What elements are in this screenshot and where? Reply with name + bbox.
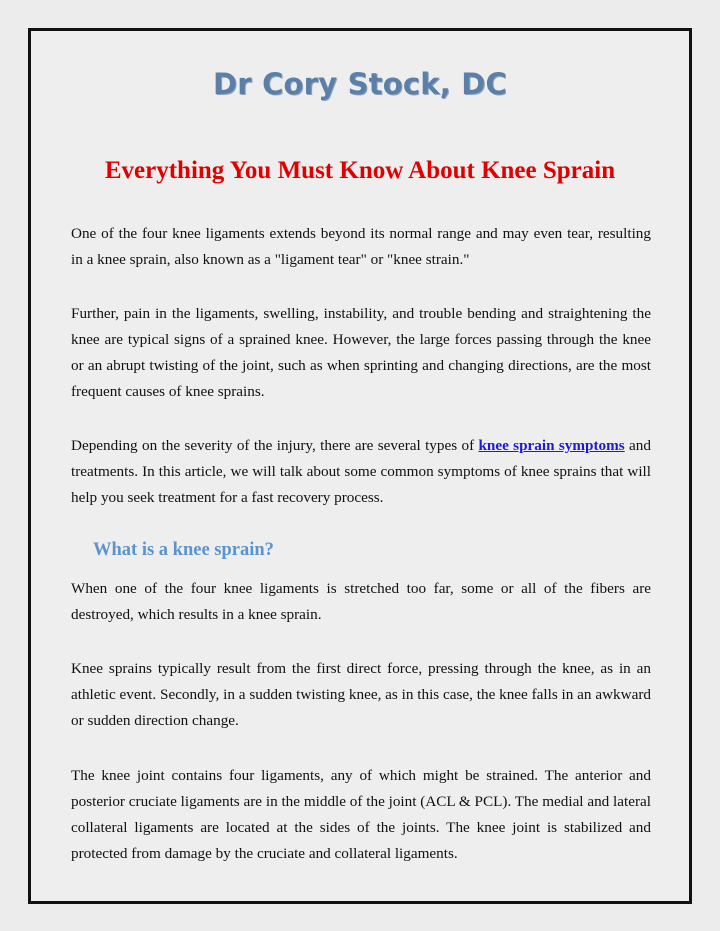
definition-paragraph: When one of the four knee ligaments is stretched too far, some or all of the fibers are destroyed, which results in a knee sprain.	[71, 580, 651, 623]
section-heading-what-is: What is a knee sprain?	[93, 540, 274, 560]
article-heading: Everything You Must Know About Knee Sprain	[104, 157, 616, 184]
types-paragraph-text-before: Depending on the severity of the injury, there are several types of	[71, 437, 479, 454]
types-paragraph	[71, 433, 651, 511]
document-page	[28, 28, 692, 904]
causes-paragraph: Knee sprains typically result from the first direct force, pressing through the knee, as in an athletic event. Secondly, in a sudden twisting knee, as in this case, the knee falls in an awkward or sudden direction change.	[71, 660, 651, 729]
ligaments-paragraph: The knee joint contains four ligaments, any of which might be strained. The anterior and posterior cruciate ligaments are in the middle of the joint (ACL & PCL). The medial and lateral collateral ligaments are located at the sides of the joints. The knee joint is stabilized and protected from damage by the cruciate and collateral ligaments.	[71, 767, 651, 862]
knee-sprain-symptoms-link[interactable]: knee sprain symptoms	[478, 437, 625, 454]
intro-paragraph: One of the four knee ligaments extends beyond its normal range and may even tear, resulting in a knee sprain, also known as a "ligament tear" or "knee strain."	[71, 225, 651, 268]
author-title: Dr Cory Stock, DC	[213, 67, 507, 101]
symptoms-causes-paragraph: Further, pain in the ligaments, swelling, instability, and trouble bending and straightening the knee are typical signs of a sprained knee. However, the large forces passing through the knee or an abrupt twisting of the joint, such as when sprinting and changing directions, are the most frequent causes of knee sprains.	[71, 305, 651, 400]
types-paragraph-text-after: and treatments. In this article, we will talk about some common symptoms of knee sprains that will help you seek treatment for a fast recovery process.	[71, 437, 651, 506]
